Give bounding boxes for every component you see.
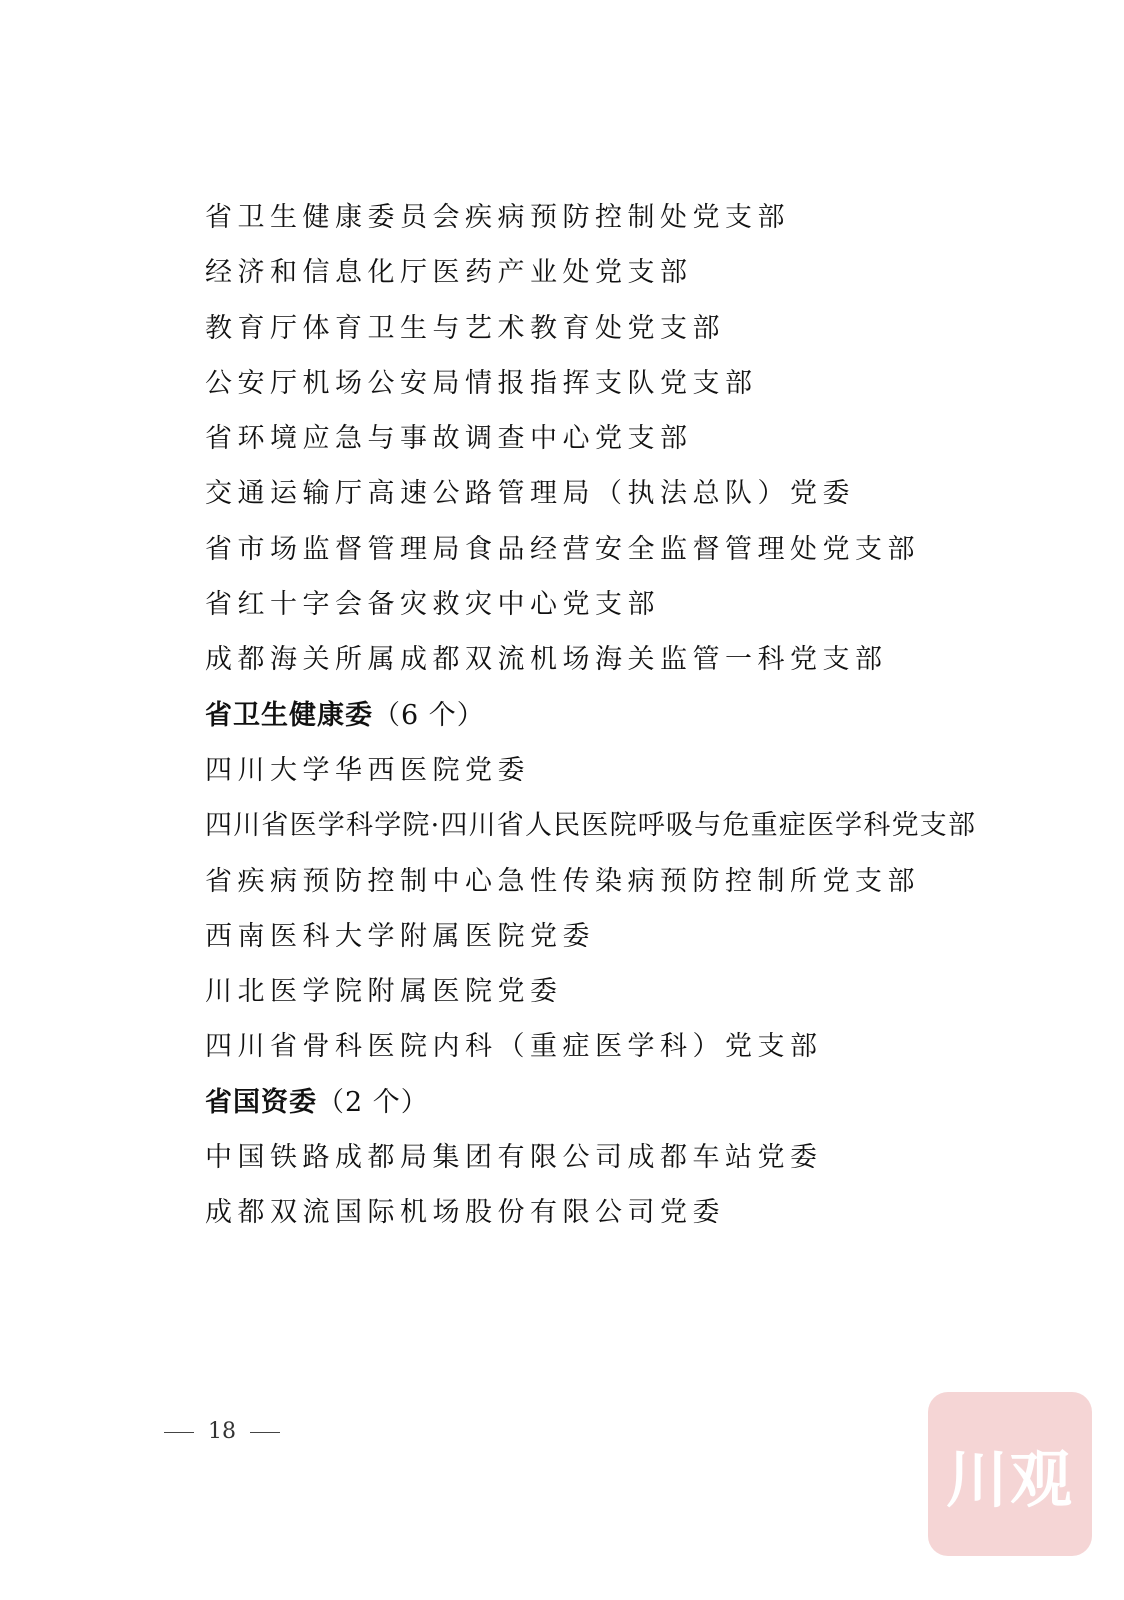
list-item: 公安厅机场公安局情报指挥支队党支部 [205,367,758,399]
list-item: 中国铁路成都局集团有限公司成都车站党委 [205,1142,823,1174]
list-item: 省疾病预防控制中心急性传染病预防控制所党支部 [205,865,920,897]
list-item: 四川省医学科学院·四川省人民医院呼吸与危重症医学科党支部 [205,810,977,842]
section-count: （2 个） [317,1086,429,1118]
list-item: 经济和信息化厅医药产业处党支部 [205,257,693,289]
list-item: 省市场监督管理局食品经营安全监督管理处党支部 [205,533,920,565]
list-item: 西南医科大学附属医院党委 [205,920,595,952]
watermark-logo-text: 川观 [945,1442,1074,1516]
page-number: 18 [208,1419,236,1444]
section-heading [205,1075,1025,1130]
section-heading [205,688,1025,743]
watermark-logo [928,1392,1092,1556]
list-item: 交通运输厅高速公路管理局（执法总队）党委 [205,478,855,510]
section-title: 省卫生健康委 [205,699,373,731]
list-item: 四川大学华西医院党委 [205,754,530,786]
section-title: 省国资委 [205,1086,317,1118]
list-item: 省环境应急与事故调查中心党支部 [205,423,693,455]
list-item: 教育厅体育卫生与艺术教育处党支部 [205,312,725,344]
footer-dash-left [164,1432,194,1433]
document-body [205,190,1025,1241]
list-item: 四川省骨科医院内科（重症医学科）党支部 [205,1031,823,1063]
list-item: 省红十字会备灾救灾中心党支部 [205,589,660,621]
footer-dash-right [250,1432,280,1433]
page-footer [150,1417,294,1447]
list-item: 成都双流国际机场股份有限公司党委 [205,1197,725,1229]
list-item: 成都海关所属成都双流机场海关监管一科党支部 [205,644,888,676]
section-count: （6 个） [373,699,485,731]
list-item: 省卫生健康委员会疾病预防控制处党支部 [205,202,790,233]
list-item: 川北医学院附属医院党委 [205,976,563,1008]
